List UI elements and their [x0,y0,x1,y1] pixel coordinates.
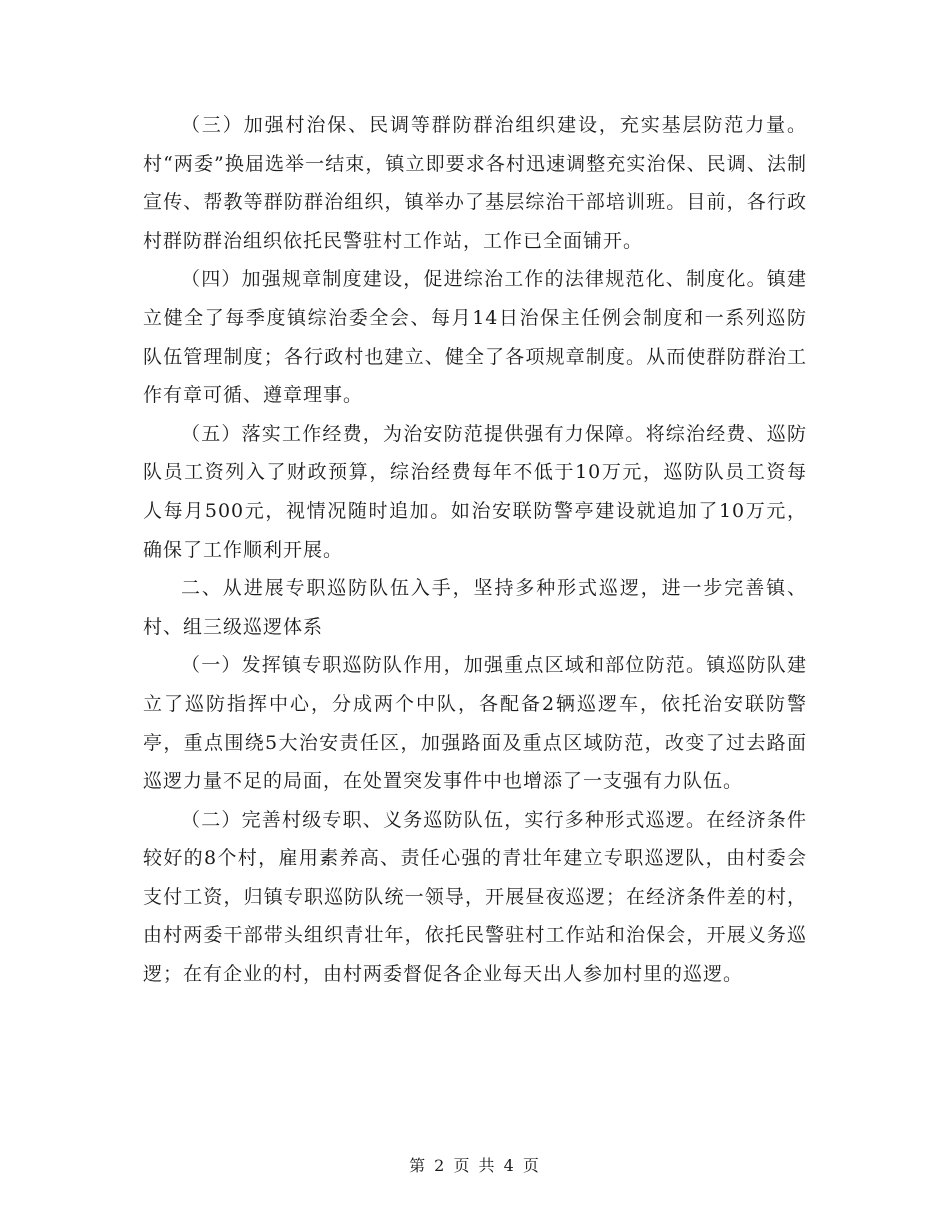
section-heading-2: 二、从进展专职巡防队伍入手，坚持多种形式巡逻，进一步完善镇、村、组三级巡逻体系 [143,577,807,638]
page-number-footer: 第 2 页 共 4 页 [409,1156,541,1175]
document-body [143,106,807,994]
paragraph-section-3: （三）加强村治保、民调等群防群治组织建设，充实基层防范力量。村“两委”换届选举一结束，镇立即要求各村迅速调整充实治保、民调、法制宣传、帮教等群防群治组织，镇举办了基层综治干部培训班。目前，各行政村群防群治组织依托民警驻村工作站，工作已全面铺开。 [143,114,807,252]
paragraph-section-4: （四）加强规章制度建设，促进综治工作的法律规范化、制度化。镇建立健全了每季度镇综治委全会、每月14日治保主任例会制度和一系列巡防队伍管理制度；各行政村也建立、健全了各项规章制度。从而使群防群治工作有章可循、遵章理事。 [143,268,807,407]
paragraph-subsection-1: （一）发挥镇专职巡防队作用，加强重点区域和部位防范。镇巡防队建立了巡防指挥中心，分成两个中队，各配备2辆巡逻车，依托治安联防警亭，重点围绕5大治安责任区，加强路面及重点区域防范，改变了过去路面巡逻力量不足的局面，在处置突发事件中也增添了一支强有力队伍。 [143,654,807,793]
paragraph-subsection-2: （二）完善村级专职、义务巡防队伍，实行多种形式巡逻。在经济条件较好的8个村，雇用素养高、责任心强的青壮年建立专职巡逻队，由村委会支付工资，归镇专职巡防队统一领导，开展昼夜巡逻；在经济条件差的村，由村两委干部带头组织青壮年，依托民警驻村工作站和治保会，开展义务巡逻；在有企业的村，由村两委督促各企业每天出人参加村里的巡逻。 [143,808,807,986]
paragraph-section-5: （五）落实工作经费，为治安防范提供强有力保障。将综治经费、巡防队员工资列入了财政预算，综治经费每年不低于10万元，巡防队员工资每人每月500元，视情况随时追加。如治安联防警亭建设就追加了10万元，确保了工作顺利开展。 [143,422,807,561]
